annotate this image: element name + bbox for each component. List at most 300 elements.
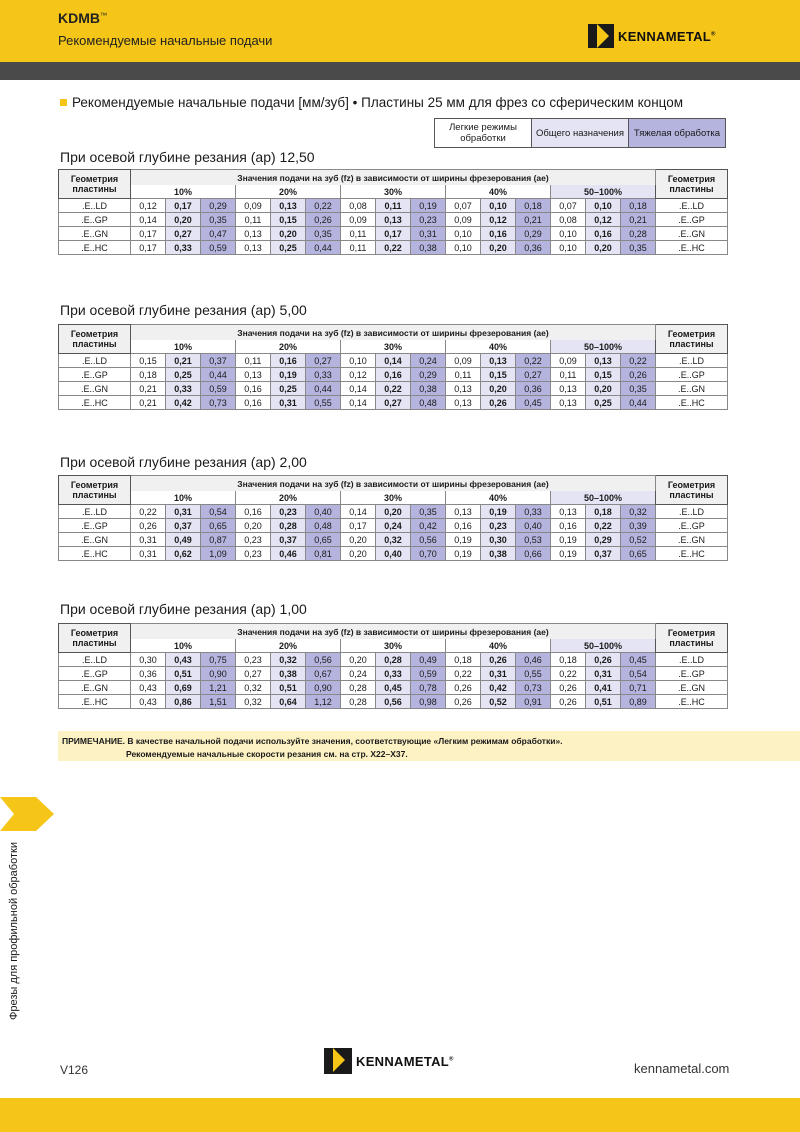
feed-value-cell: 0,09 <box>446 213 481 227</box>
feed-value-cell: 0,31 <box>166 505 201 519</box>
geometry-cell-right: .E..HC <box>656 695 728 709</box>
feed-value-cell: 0,55 <box>516 667 551 681</box>
geometry-cell: .E..HC <box>59 695 131 709</box>
feed-value-cell: 0,45 <box>376 681 411 695</box>
feed-value-cell: 0,20 <box>586 241 621 255</box>
feed-value-cell: 0,42 <box>481 681 516 695</box>
feed-value-cell: 0,81 <box>306 547 341 561</box>
feed-value-cell: 0,13 <box>481 354 516 368</box>
feed-value-cell: 0,10 <box>551 241 586 255</box>
feed-value-cell: 0,66 <box>516 547 551 561</box>
feed-value-cell: 0,24 <box>341 667 376 681</box>
feed-value-cell: 0,49 <box>411 653 446 667</box>
feed-value-cell: 0,43 <box>166 653 201 667</box>
feed-value-cell: 0,35 <box>306 227 341 241</box>
feed-value-cell: 0,31 <box>271 396 306 410</box>
feed-value-cell: 0,71 <box>621 681 656 695</box>
width-header: 30% <box>341 185 446 199</box>
feed-value-cell: 0,25 <box>586 396 621 410</box>
feed-value-cell: 0,19 <box>551 547 586 561</box>
feed-value-cell: 0,35 <box>201 213 236 227</box>
feed-value-cell: 0,13 <box>446 382 481 396</box>
feed-value-cell: 0,38 <box>411 382 446 396</box>
feed-value-cell: 0,19 <box>271 368 306 382</box>
feed-value-cell: 0,33 <box>306 368 341 382</box>
section-tab-arrow-icon <box>0 797 56 831</box>
side-section-label: Фрезы для профильной обработки <box>8 842 20 1020</box>
geometry-cell-right: .E..LD <box>656 354 728 368</box>
geometry-cell: .E..GP <box>59 213 131 227</box>
feed-value-cell: 0,42 <box>411 519 446 533</box>
feed-value-cell: 0,90 <box>306 681 341 695</box>
geometry-cell-right: .E..GP <box>656 368 728 382</box>
kennametal-k-icon <box>588 24 614 48</box>
feed-value-cell: 0,28 <box>376 653 411 667</box>
feed-value-cell: 0,44 <box>306 241 341 255</box>
feed-value-cell: 0,14 <box>376 354 411 368</box>
geometry-cell-right: .E..LD <box>656 505 728 519</box>
feed-value-cell: 0,24 <box>411 354 446 368</box>
feed-value-cell: 0,62 <box>166 547 201 561</box>
feed-table <box>58 475 728 561</box>
feed-value-cell: 0,09 <box>446 354 481 368</box>
section-title: При осевой глубине резания (ap) 5,00 <box>60 302 307 318</box>
feed-value-cell: 0,11 <box>376 199 411 213</box>
feed-value-cell: 0,20 <box>481 241 516 255</box>
geometry-cell: .E..HC <box>59 241 131 255</box>
legend-general: Общего назначения <box>531 119 628 147</box>
width-header: 10% <box>131 185 236 199</box>
feed-value-cell: 0,23 <box>236 547 271 561</box>
feed-value-cell: 0,31 <box>131 533 166 547</box>
feed-value-cell: 0,11 <box>236 354 271 368</box>
geometry-cell: .E..GP <box>59 667 131 681</box>
feed-value-cell: 0,20 <box>376 505 411 519</box>
feed-value-cell: 0,32 <box>236 695 271 709</box>
feed-value-cell: 0,16 <box>551 519 586 533</box>
feed-value-cell: 0,09 <box>551 354 586 368</box>
feed-value-cell: 1,21 <box>201 681 236 695</box>
feed-value-cell: 0,75 <box>201 653 236 667</box>
geometry-cell-right: .E..GN <box>656 382 728 396</box>
column-header-feed: Значения подачи на зуб (fz) в зависимости от ширины фрезерования (ae) <box>131 170 656 186</box>
feed-value-cell: 0,56 <box>376 695 411 709</box>
feed-value-cell: 0,65 <box>306 533 341 547</box>
feed-value-cell: 0,08 <box>551 213 586 227</box>
legend-heavy: Тяжелая обработка <box>628 119 725 147</box>
feed-value-cell: 0,15 <box>271 213 306 227</box>
feed-value-cell: 1,09 <box>201 547 236 561</box>
feed-value-cell: 0,19 <box>446 547 481 561</box>
feed-value-cell: 0,40 <box>306 505 341 519</box>
geometry-cell-right: .E..GN <box>656 227 728 241</box>
geometry-cell: .E..GN <box>59 227 131 241</box>
column-header-geometry-right: Геометрия пластины <box>656 624 728 653</box>
page-title: Рекомендуемые начальные подачи [мм/зуб] • Пластины 25 мм для фрез со сферическим концом <box>60 95 683 110</box>
feed-value-cell: 0,13 <box>551 382 586 396</box>
feed-value-cell: 0,31 <box>481 667 516 681</box>
geometry-cell: .E..GN <box>59 533 131 547</box>
feed-value-cell: 0,73 <box>201 396 236 410</box>
table-row <box>59 199 728 213</box>
feed-value-cell: 0,32 <box>271 653 306 667</box>
feed-value-cell: 0,28 <box>341 695 376 709</box>
feed-value-cell: 0,98 <box>411 695 446 709</box>
geometry-cell-right: .E..HC <box>656 396 728 410</box>
width-header: 20% <box>236 340 341 354</box>
feed-value-cell: 0,44 <box>621 396 656 410</box>
feed-value-cell: 0,35 <box>621 241 656 255</box>
feed-value-cell: 0,20 <box>586 382 621 396</box>
table-row <box>59 241 728 255</box>
yellow-bullet-icon <box>60 99 67 106</box>
geometry-cell: .E..GN <box>59 382 131 396</box>
feed-value-cell: 0,38 <box>411 241 446 255</box>
feed-value-cell: 0,21 <box>516 213 551 227</box>
feed-value-cell: 0,44 <box>201 368 236 382</box>
feed-value-cell: 0,14 <box>341 382 376 396</box>
feed-value-cell: 0,31 <box>411 227 446 241</box>
feed-value-cell: 0,45 <box>516 396 551 410</box>
feed-value-cell: 0,27 <box>376 396 411 410</box>
geometry-cell-right: .E..GN <box>656 533 728 547</box>
feed-value-cell: 0,26 <box>306 213 341 227</box>
feed-value-cell: 0,32 <box>376 533 411 547</box>
feed-value-cell: 0,22 <box>516 354 551 368</box>
kennametal-logo: KENNAMETAL® <box>588 24 716 48</box>
feed-value-cell: 0,12 <box>341 368 376 382</box>
feed-value-cell: 0,16 <box>236 396 271 410</box>
feed-value-cell: 0,78 <box>411 681 446 695</box>
feed-value-cell: 0,13 <box>236 368 271 382</box>
feed-value-cell: 0,22 <box>586 519 621 533</box>
feed-value-cell: 0,13 <box>551 396 586 410</box>
feed-value-cell: 0,08 <box>341 199 376 213</box>
feed-value-cell: 0,31 <box>586 667 621 681</box>
feed-value-cell: 0,16 <box>236 382 271 396</box>
width-header: 50–100% <box>551 185 656 199</box>
table-row <box>59 227 728 241</box>
feed-value-cell: 0,12 <box>481 213 516 227</box>
feed-value-cell: 0,16 <box>271 354 306 368</box>
geometry-cell: .E..GP <box>59 519 131 533</box>
feed-value-cell: 0,28 <box>341 681 376 695</box>
feed-value-cell: 0,65 <box>201 519 236 533</box>
feed-value-cell: 0,45 <box>621 653 656 667</box>
website-link[interactable]: kennametal.com <box>634 1061 730 1076</box>
geometry-cell-right: .E..GP <box>656 519 728 533</box>
feed-value-cell: 0,89 <box>621 695 656 709</box>
feed-value-cell: 0,13 <box>271 199 306 213</box>
width-header: 10% <box>131 639 236 653</box>
feed-value-cell: 0,23 <box>236 653 271 667</box>
feed-value-cell: 0,17 <box>376 227 411 241</box>
feed-value-cell: 0,48 <box>306 519 341 533</box>
column-header-feed: Значения подачи на зуб (fz) в зависимости от ширины фрезерования (ae) <box>131 325 656 341</box>
feed-value-cell: 0,55 <box>306 396 341 410</box>
feed-value-cell: 0,18 <box>516 199 551 213</box>
feed-value-cell: 0,31 <box>131 547 166 561</box>
feed-value-cell: 1,12 <box>306 695 341 709</box>
feed-value-cell: 0,25 <box>271 241 306 255</box>
feed-value-cell: 0,14 <box>341 396 376 410</box>
header-subtitle: Рекомендуемые начальные подачи <box>58 33 273 48</box>
feed-value-cell: 0,11 <box>551 368 586 382</box>
feed-table <box>58 623 728 709</box>
feed-value-cell: 0,65 <box>621 547 656 561</box>
geometry-cell-right: .E..HC <box>656 547 728 561</box>
feed-value-cell: 0,15 <box>481 368 516 382</box>
feed-value-cell: 0,17 <box>131 241 166 255</box>
width-header: 10% <box>131 340 236 354</box>
feed-value-cell: 0,42 <box>166 396 201 410</box>
feed-value-cell: 0,90 <box>201 667 236 681</box>
feed-value-cell: 0,22 <box>376 382 411 396</box>
feed-value-cell: 0,91 <box>516 695 551 709</box>
feed-value-cell: 0,30 <box>481 533 516 547</box>
feed-value-cell: 0,19 <box>411 199 446 213</box>
feed-value-cell: 0,52 <box>621 533 656 547</box>
feed-value-cell: 0,49 <box>166 533 201 547</box>
feed-value-cell: 0,19 <box>446 533 481 547</box>
feed-value-cell: 0,44 <box>306 382 341 396</box>
column-header-geometry: Геометрия пластины <box>59 170 131 199</box>
width-header: 30% <box>341 491 446 505</box>
feed-value-cell: 0,37 <box>271 533 306 547</box>
feed-value-cell: 0,25 <box>271 382 306 396</box>
feed-value-cell: 0,86 <box>166 695 201 709</box>
feed-value-cell: 0,23 <box>411 213 446 227</box>
feed-value-cell: 0,10 <box>481 199 516 213</box>
feed-value-cell: 0,16 <box>586 227 621 241</box>
feed-value-cell: 0,16 <box>481 227 516 241</box>
geometry-cell: .E..LD <box>59 354 131 368</box>
table-row <box>59 354 728 368</box>
feed-value-cell: 0,51 <box>166 667 201 681</box>
column-header-geometry-right: Геометрия пластины <box>656 325 728 354</box>
width-header: 40% <box>446 491 551 505</box>
feed-value-cell: 0,22 <box>306 199 341 213</box>
column-header-geometry: Геометрия пластины <box>59 624 131 653</box>
feed-value-cell: 0,69 <box>166 681 201 695</box>
feed-value-cell: 0,26 <box>551 695 586 709</box>
feed-value-cell: 0,21 <box>131 396 166 410</box>
feed-value-cell: 0,26 <box>446 695 481 709</box>
feed-value-cell: 0,20 <box>481 382 516 396</box>
feed-value-cell: 0,20 <box>341 533 376 547</box>
width-header: 20% <box>236 639 341 653</box>
note-line-2: Рекомендуемые начальные скорости резания см. на стр. X22–X37. <box>126 749 408 759</box>
geometry-cell-right: .E..HC <box>656 241 728 255</box>
feed-value-cell: 0,70 <box>411 547 446 561</box>
feed-value-cell: 0,33 <box>166 382 201 396</box>
table-row <box>59 533 728 547</box>
feed-value-cell: 0,35 <box>411 505 446 519</box>
feed-value-cell: 0,22 <box>621 354 656 368</box>
column-header-geometry-right: Геометрия пластины <box>656 476 728 505</box>
feed-value-cell: 0,33 <box>376 667 411 681</box>
feed-value-cell: 0,16 <box>376 368 411 382</box>
feed-value-cell: 0,56 <box>306 653 341 667</box>
feed-value-cell: 0,56 <box>411 533 446 547</box>
table-row <box>59 505 728 519</box>
feed-value-cell: 0,46 <box>516 653 551 667</box>
feed-value-cell: 0,38 <box>271 667 306 681</box>
section-title: При осевой глубине резания (ap) 2,00 <box>60 454 307 470</box>
feed-value-cell: 0,27 <box>306 354 341 368</box>
geometry-cell: .E..HC <box>59 547 131 561</box>
feed-value-cell: 0,18 <box>131 368 166 382</box>
feed-value-cell: 0,09 <box>236 199 271 213</box>
feed-value-cell: 0,26 <box>586 653 621 667</box>
geometry-cell: .E..LD <box>59 505 131 519</box>
feed-value-cell: 0,33 <box>516 505 551 519</box>
feed-value-cell: 0,10 <box>551 227 586 241</box>
feed-value-cell: 0,22 <box>376 241 411 255</box>
feed-value-cell: 0,13 <box>586 354 621 368</box>
geometry-cell: .E..GN <box>59 681 131 695</box>
feed-value-cell: 0,39 <box>621 519 656 533</box>
table-row <box>59 695 728 709</box>
section-title: При осевой глубине резания (ap) 12,50 <box>60 149 315 165</box>
feed-value-cell: 0,13 <box>446 505 481 519</box>
feed-value-cell: 0,48 <box>411 396 446 410</box>
feed-value-cell: 0,18 <box>586 505 621 519</box>
feed-value-cell: 0,14 <box>131 213 166 227</box>
feed-value-cell: 0,26 <box>131 519 166 533</box>
feed-value-cell: 0,59 <box>201 382 236 396</box>
note-box <box>58 731 800 761</box>
feed-value-cell: 0,17 <box>341 519 376 533</box>
feed-value-cell: 0,15 <box>586 368 621 382</box>
feed-value-cell: 0,53 <box>516 533 551 547</box>
feed-value-cell: 0,43 <box>131 681 166 695</box>
geometry-cell-right: .E..GP <box>656 213 728 227</box>
width-header: 50–100% <box>551 340 656 354</box>
feed-value-cell: 0,28 <box>271 519 306 533</box>
feed-value-cell: 0,64 <box>271 695 306 709</box>
feed-value-cell: 0,35 <box>621 382 656 396</box>
feed-value-cell: 0,22 <box>446 667 481 681</box>
feed-value-cell: 0,26 <box>551 681 586 695</box>
column-header-geometry: Геометрия пластины <box>59 325 131 354</box>
width-header: 50–100% <box>551 639 656 653</box>
feed-value-cell: 0,11 <box>341 241 376 255</box>
table-row <box>59 396 728 410</box>
feed-value-cell: 0,16 <box>236 505 271 519</box>
feed-value-cell: 0,24 <box>376 519 411 533</box>
feed-table <box>58 324 728 410</box>
feed-value-cell: 0,29 <box>516 227 551 241</box>
feed-value-cell: 0,51 <box>586 695 621 709</box>
width-header: 30% <box>341 639 446 653</box>
column-header-geometry: Геометрия пластины <box>59 476 131 505</box>
feed-value-cell: 0,12 <box>586 213 621 227</box>
feed-value-cell: 0,52 <box>481 695 516 709</box>
feed-value-cell: 0,13 <box>551 505 586 519</box>
feed-value-cell: 0,16 <box>446 519 481 533</box>
feed-value-cell: 0,59 <box>201 241 236 255</box>
feed-value-cell: 0,19 <box>481 505 516 519</box>
feed-value-cell: 0,10 <box>586 199 621 213</box>
feed-value-cell: 0,18 <box>551 653 586 667</box>
feed-value-cell: 0,17 <box>131 227 166 241</box>
geometry-cell: .E..HC <box>59 396 131 410</box>
feed-value-cell: 0,07 <box>446 199 481 213</box>
feed-value-cell: 0,54 <box>201 505 236 519</box>
page-number: V126 <box>60 1063 89 1077</box>
feed-value-cell: 0,23 <box>236 533 271 547</box>
feed-value-cell: 0,20 <box>236 519 271 533</box>
feed-value-cell: 0,73 <box>516 681 551 695</box>
table-row <box>59 681 728 695</box>
feed-value-cell: 0,11 <box>236 213 271 227</box>
feed-value-cell: 0,47 <box>201 227 236 241</box>
feed-value-cell: 0,15 <box>131 354 166 368</box>
feed-value-cell: 0,26 <box>621 368 656 382</box>
feed-value-cell: 0,26 <box>446 681 481 695</box>
feed-value-cell: 0,28 <box>621 227 656 241</box>
feed-value-cell: 0,20 <box>341 547 376 561</box>
note-line-1: ПРИМЕЧАНИЕ. В качестве начальной подачи используйте значения, соответствующие «Легким режимам обработки». <box>62 736 563 746</box>
feed-value-cell: 1,51 <box>201 695 236 709</box>
geometry-cell-right: .E..LD <box>656 199 728 213</box>
feed-value-cell: 0,40 <box>516 519 551 533</box>
feed-value-cell: 0,67 <box>306 667 341 681</box>
kennametal-footer-logo: KENNAMETAL® <box>324 1048 454 1074</box>
feed-value-cell: 0,51 <box>271 681 306 695</box>
feed-value-cell: 0,18 <box>621 199 656 213</box>
feed-value-cell: 0,18 <box>446 653 481 667</box>
feed-value-cell: 0,13 <box>236 227 271 241</box>
section-title: При осевой глубине резания (ap) 1,00 <box>60 601 307 617</box>
feed-value-cell: 0,13 <box>446 396 481 410</box>
feed-value-cell: 0,22 <box>131 505 166 519</box>
width-header: 50–100% <box>551 491 656 505</box>
feed-value-cell: 0,12 <box>131 199 166 213</box>
feed-value-cell: 0,07 <box>551 199 586 213</box>
feed-value-cell: 0,26 <box>481 653 516 667</box>
feed-value-cell: 0,13 <box>236 241 271 255</box>
table-row <box>59 667 728 681</box>
feed-value-cell: 0,36 <box>516 382 551 396</box>
feed-value-cell: 0,41 <box>586 681 621 695</box>
footer-band <box>0 1098 800 1132</box>
feed-value-cell: 0,27 <box>236 667 271 681</box>
product-title: KDMB™ <box>58 10 107 26</box>
width-header: 40% <box>446 340 551 354</box>
feed-value-cell: 0,20 <box>341 653 376 667</box>
feed-value-cell: 0,36 <box>131 667 166 681</box>
feed-value-cell: 0,09 <box>341 213 376 227</box>
feed-value-cell: 0,17 <box>166 199 201 213</box>
feed-value-cell: 0,23 <box>271 505 306 519</box>
feed-value-cell: 0,32 <box>621 505 656 519</box>
feed-value-cell: 0,59 <box>411 667 446 681</box>
feed-value-cell: 0,30 <box>131 653 166 667</box>
kennametal-k-icon <box>324 1048 352 1074</box>
feed-value-cell: 0,32 <box>236 681 271 695</box>
table-row <box>59 519 728 533</box>
geometry-cell: .E..LD <box>59 653 131 667</box>
feed-value-cell: 0,10 <box>341 354 376 368</box>
feed-value-cell: 0,27 <box>516 368 551 382</box>
table-row <box>59 653 728 667</box>
header-dark-strip <box>0 62 800 80</box>
width-header: 40% <box>446 639 551 653</box>
feed-table <box>58 169 728 255</box>
feed-value-cell: 0,46 <box>271 547 306 561</box>
